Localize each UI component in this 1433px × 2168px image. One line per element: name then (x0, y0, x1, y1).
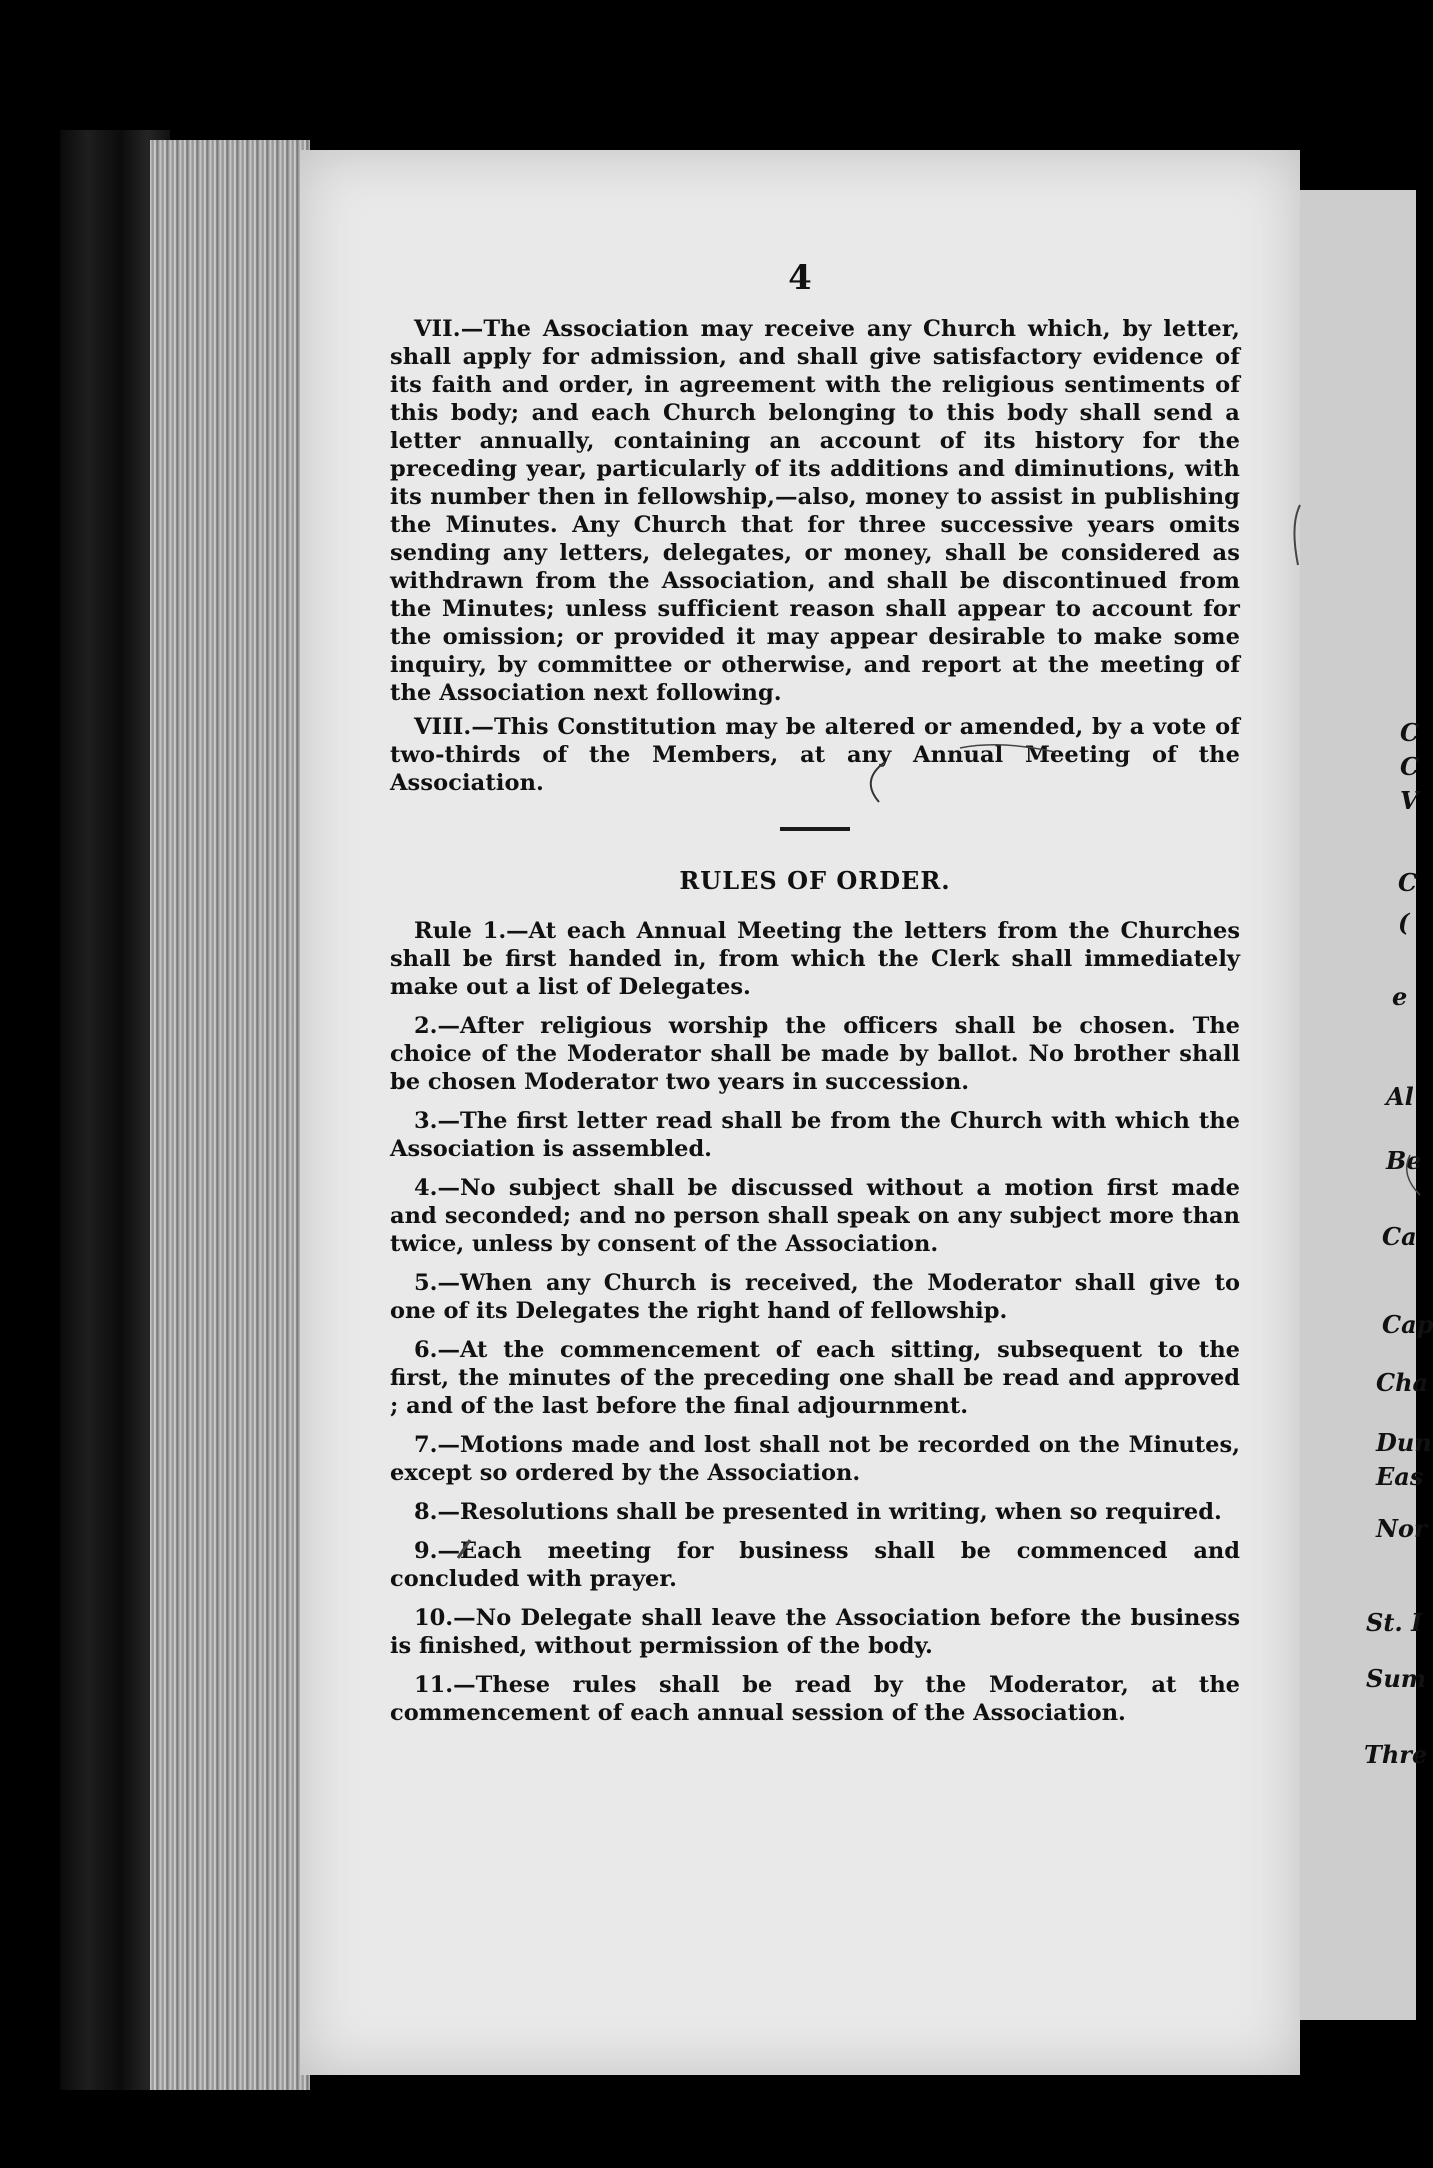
rules-of-order-heading: RULES OF ORDER. (679, 866, 951, 895)
next-page-fragment: St. I (1366, 1608, 1423, 1637)
rule-5: 5.—When any Church is received, the Moderator shall give to one of its Delegates the right hand of fellowship. (390, 1270, 1240, 1324)
rule-1: Rule 1.—At each Annual Meeting the letters from the Churches shall be first handed in, from which the Clerk shall immediately make out a list of Delegates. (390, 918, 1240, 1000)
next-page-fragment: C (1400, 752, 1420, 781)
next-page-fragment: Al (1386, 1082, 1414, 1111)
rule-9: 9.—Each meeting for business shall be commenced and concluded with prayer. (390, 1538, 1240, 1592)
rule-4: 4.—No subject shall be discussed without a motion first made and seconded; and no person shall speak on any subject more than twice, unless by consent of the Association. (390, 1175, 1240, 1257)
rule-2: 2.—After religious worship the officers shall be chosen. The choice of the Moderator shall be made by ballot. No brother shall be chosen Moderator two years in succession. (390, 1013, 1240, 1095)
next-page-fragment: Cap (1382, 1310, 1433, 1339)
book-page (300, 150, 1300, 2075)
next-page-fragment: Dun (1376, 1428, 1432, 1457)
article-vii: VII.—The Association may receive any Church which, by letter, shall apply for admission, and shall give satisfactory evidence of its faith and order, in agreement with the religious sentiments of this body; and each Church belonging to this body shall send a letter annually, containing an account of its history for the preceding year, particularly of its additions and diminutions, with its number then in fellowship,—also, money to assist in publishing the Minutes. Any Church that for three successive years omits sending any letters, delegates, or money, shall be considered as withdrawn from the Association, and shall be discontinued from the Minutes; unless sufficient reason shall appear to account for the omission; or provided it may appear desirable to make some inquiry, by committee or otherwise, and report at the meeting of the Association next following. (390, 316, 1240, 706)
article-viii: VIII.—This Constitution may be altered or amended, by a vote of two-thirds of the Members, at any Annual Meeting of the Association. (390, 714, 1240, 796)
next-page-fragment: Sum (1366, 1664, 1427, 1693)
next-page-fragment: Ca (1382, 1222, 1417, 1251)
rule-11: 11.—These rules shall be read by the Moderator, at the commencement of each annual session of the Association. (390, 1672, 1240, 1726)
rule-10: 10.—No Delegate shall leave the Association before the business is finished, without permission of the body. (390, 1605, 1240, 1659)
rule-3: 3.—The first letter read shall be from the Church with which the Association is assembled. (390, 1108, 1240, 1162)
next-page-fragment: V (1400, 786, 1419, 815)
next-page-fragment: Thre (1364, 1740, 1428, 1769)
next-page-fragment: Be (1386, 1146, 1422, 1175)
next-page-fragment: C (1400, 718, 1420, 747)
next-page-fragment: C (1398, 868, 1418, 897)
next-page-fragment: Cha (1376, 1368, 1429, 1397)
pencil-marks (300, 150, 1300, 2075)
next-page-fragment: Eas (1376, 1462, 1424, 1491)
rule-8: 8.—Resolutions shall be presented in writing, when so required. (414, 1499, 1222, 1525)
next-page-fragment: ( (1398, 908, 1410, 937)
page-edges (150, 140, 310, 2090)
rule-6: 6.—At the commencement of each sitting, subsequent to the first, the minutes of the preceding one shall be read and approved ; and of the last before the final adjournment. (390, 1337, 1240, 1419)
page-number: 4 (788, 258, 812, 298)
next-page-fragment: Nor (1376, 1514, 1427, 1543)
next-page-fragment: e (1392, 982, 1408, 1011)
rule-7: 7.—Motions made and lost shall not be recorded on the Minutes, except so ordered by the Association. (390, 1432, 1240, 1486)
